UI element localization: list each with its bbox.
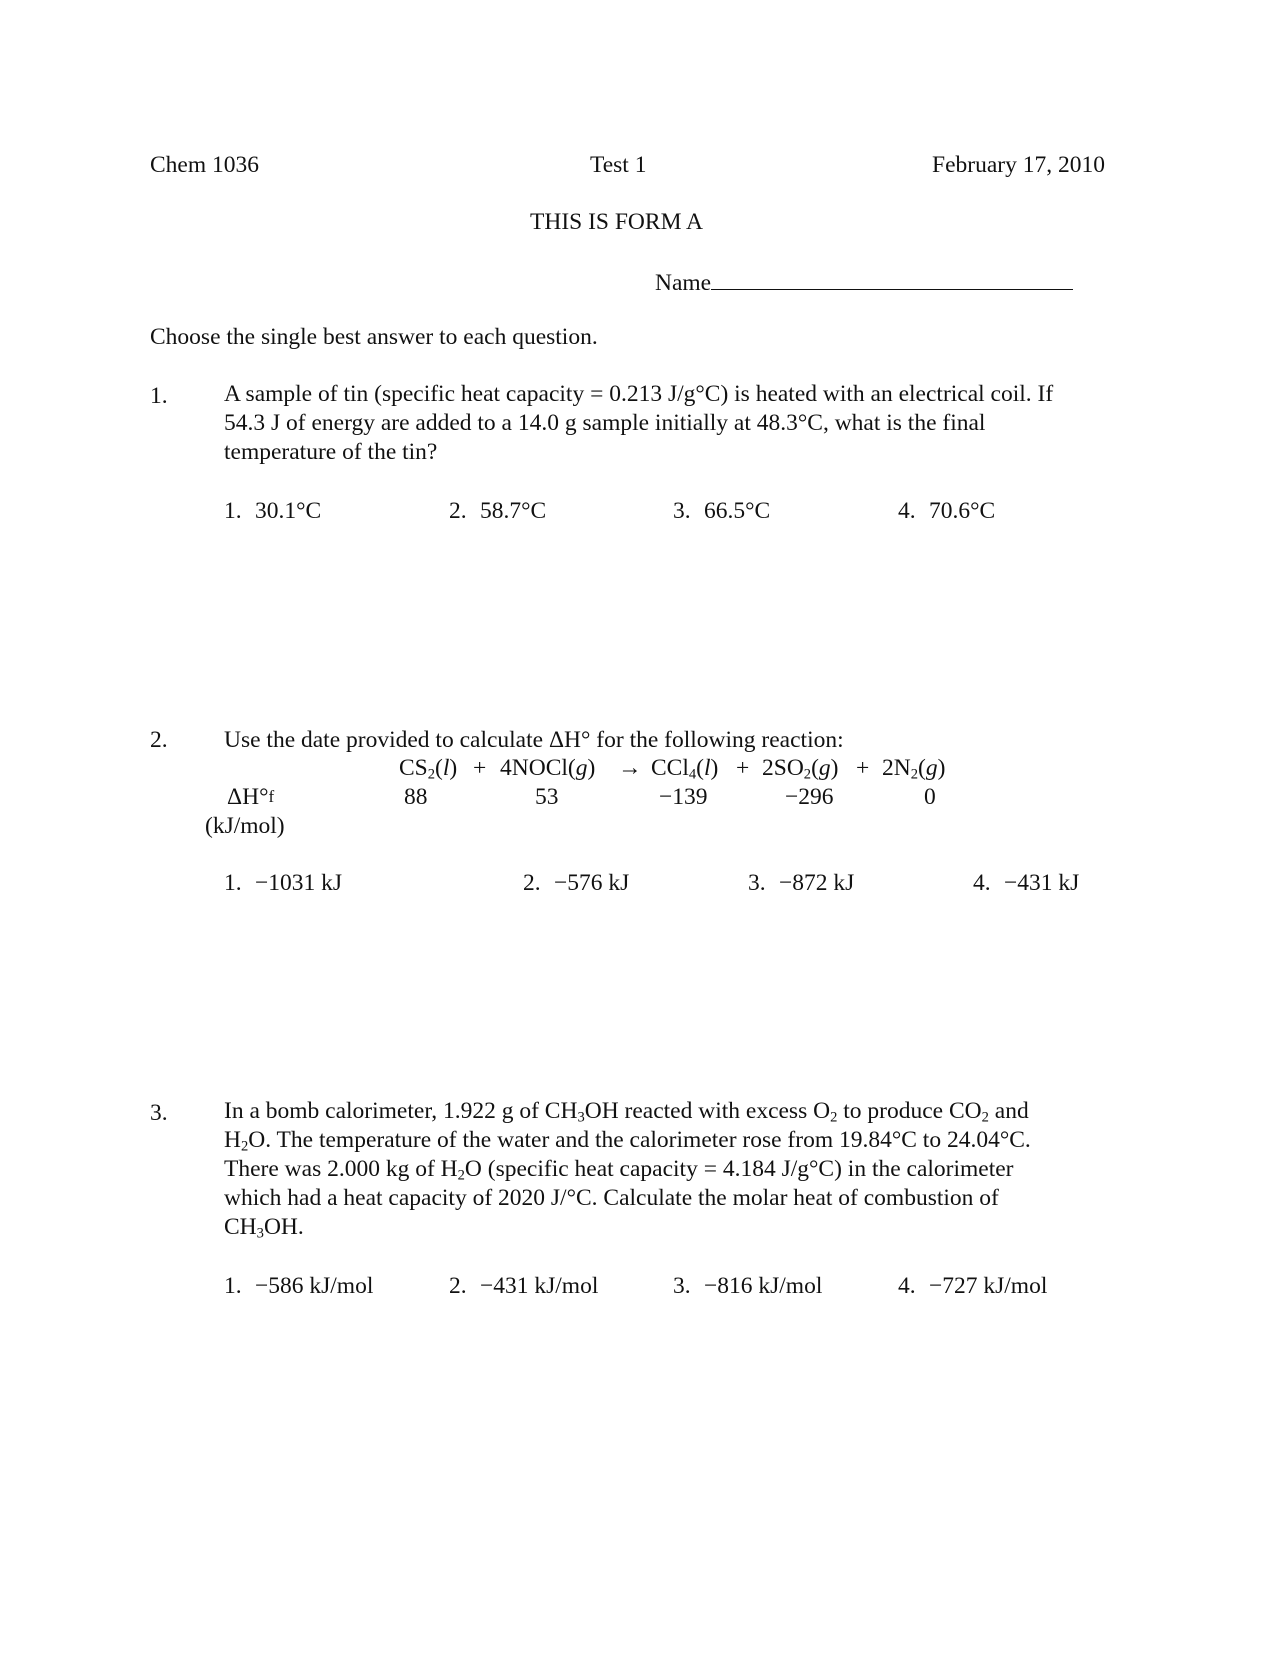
question-1-line: temperature of the tin? [224,439,438,465]
reaction-arrow: → [618,755,642,781]
question-1-option-2[interactable] [449,500,546,524]
question-2-option-4[interactable] [973,872,1079,896]
option-text: −1031 kJ [255,870,343,896]
question-1-number: 1. [150,383,168,409]
option-number: 1. [224,870,242,896]
test-title: Test 1 [590,152,647,178]
enthalpy-label: ΔH°f [227,784,275,810]
name-field[interactable] [655,268,1073,296]
course-title: Chem 1036 [150,152,260,178]
question-2-number: 2. [150,727,168,753]
question-3-option-1[interactable] [224,1275,373,1299]
option-text: 30.1°C [255,498,322,524]
option-text: −727 kJ/mol [929,1273,1048,1299]
reactant-nocl: 4NOCl(g) [500,755,596,781]
option-text: −586 kJ/mol [255,1273,374,1299]
question-2-option-2[interactable] [523,872,629,896]
product-ccl4: CCl$_4$(l) [651,755,719,783]
question-1-option-3[interactable] [673,500,770,524]
option-text: 70.6°C [929,498,996,524]
enthalpy-unit: (kJ/mol) [205,813,285,839]
question-3-text [224,1097,1124,1242]
question-1-line: A sample of tin (specific heat capacity = 0.213 J/g°C) is heated with an electrical coil. If [224,381,1054,407]
option-text: 58.7°C [480,498,547,524]
option-number: 1. [224,498,242,524]
form-label: THIS IS FORM A [530,209,704,235]
enthalpy-value: 0 [924,784,936,810]
question-2-option-1[interactable] [224,872,342,896]
name-line[interactable] [711,268,1073,290]
enthalpy-value: 53 [535,784,559,810]
reactant-cs2: $CS_2(l)$ [399,755,458,783]
question-1-line: 54.3 J of energy are added to a 14.0 g sample initially at 48.3°C, what is the final [224,410,986,436]
question-3-line: There was 2.000 kg of $H_2O$ (specific heat capacity = 4.184 J/g°C) in the calorimeter [224,1156,1014,1184]
question-3-option-3[interactable] [673,1275,822,1299]
option-text: 66.5°C [704,498,771,524]
option-text: −431 kJ/mol [480,1273,599,1299]
option-number: 3. [673,1273,691,1299]
option-number: 3. [673,498,691,524]
question-3-line: $CH_3OH$. [224,1214,304,1242]
option-number: 3. [748,870,766,896]
option-number: 4. [898,498,916,524]
question-3-line: which had a heat capacity of 2020 J/°C. Calculate the molar heat of combustion of [224,1185,999,1211]
question-3-line: In a bomb calorimeter, 1.922 g of $CH_3OH$ reacted with excess $O_2$ to produce $CO_2$ and [224,1098,1029,1126]
option-number: 4. [898,1273,916,1299]
test-date: February 17, 2010 [932,152,1105,178]
option-text: −816 kJ/mol [704,1273,823,1299]
question-1-option-4[interactable] [898,500,995,524]
option-number: 2. [523,870,541,896]
option-number: 2. [449,1273,467,1299]
question-3-option-2[interactable] [449,1275,598,1299]
enthalpy-value: −139 [659,784,708,810]
instructions: Choose the single best answer to each question. [150,324,598,350]
plus-sign: + [856,755,870,781]
question-1-text [224,380,1124,467]
question-1-option-1[interactable] [224,500,321,524]
name-label: Name [655,270,712,296]
option-number: 1. [224,1273,242,1299]
plus-sign: + [473,755,487,781]
option-text: −872 kJ [779,870,855,896]
plus-sign: + [736,755,750,781]
option-text: −576 kJ [554,870,630,896]
product-so2: $2SO_2(g)$ [762,755,839,783]
option-number: 4. [973,870,991,896]
question-3-line: $H_2O$. The temperature of the water and the calorimeter rose from 19.84°C to 24.04°C. [224,1127,1031,1155]
question-3-number: 3. [150,1100,168,1126]
question-2-option-3[interactable] [748,872,854,896]
option-number: 2. [449,498,467,524]
enthalpy-value: 88 [404,784,428,810]
question-3-option-4[interactable] [898,1275,1047,1299]
enthalpy-value: −296 [785,784,834,810]
product-n2: $2N_2(g)$ [882,755,946,783]
option-text: −431 kJ [1004,870,1080,896]
question-2-text: Use the date provided to calculate ΔH° for the following reaction: [224,727,844,753]
